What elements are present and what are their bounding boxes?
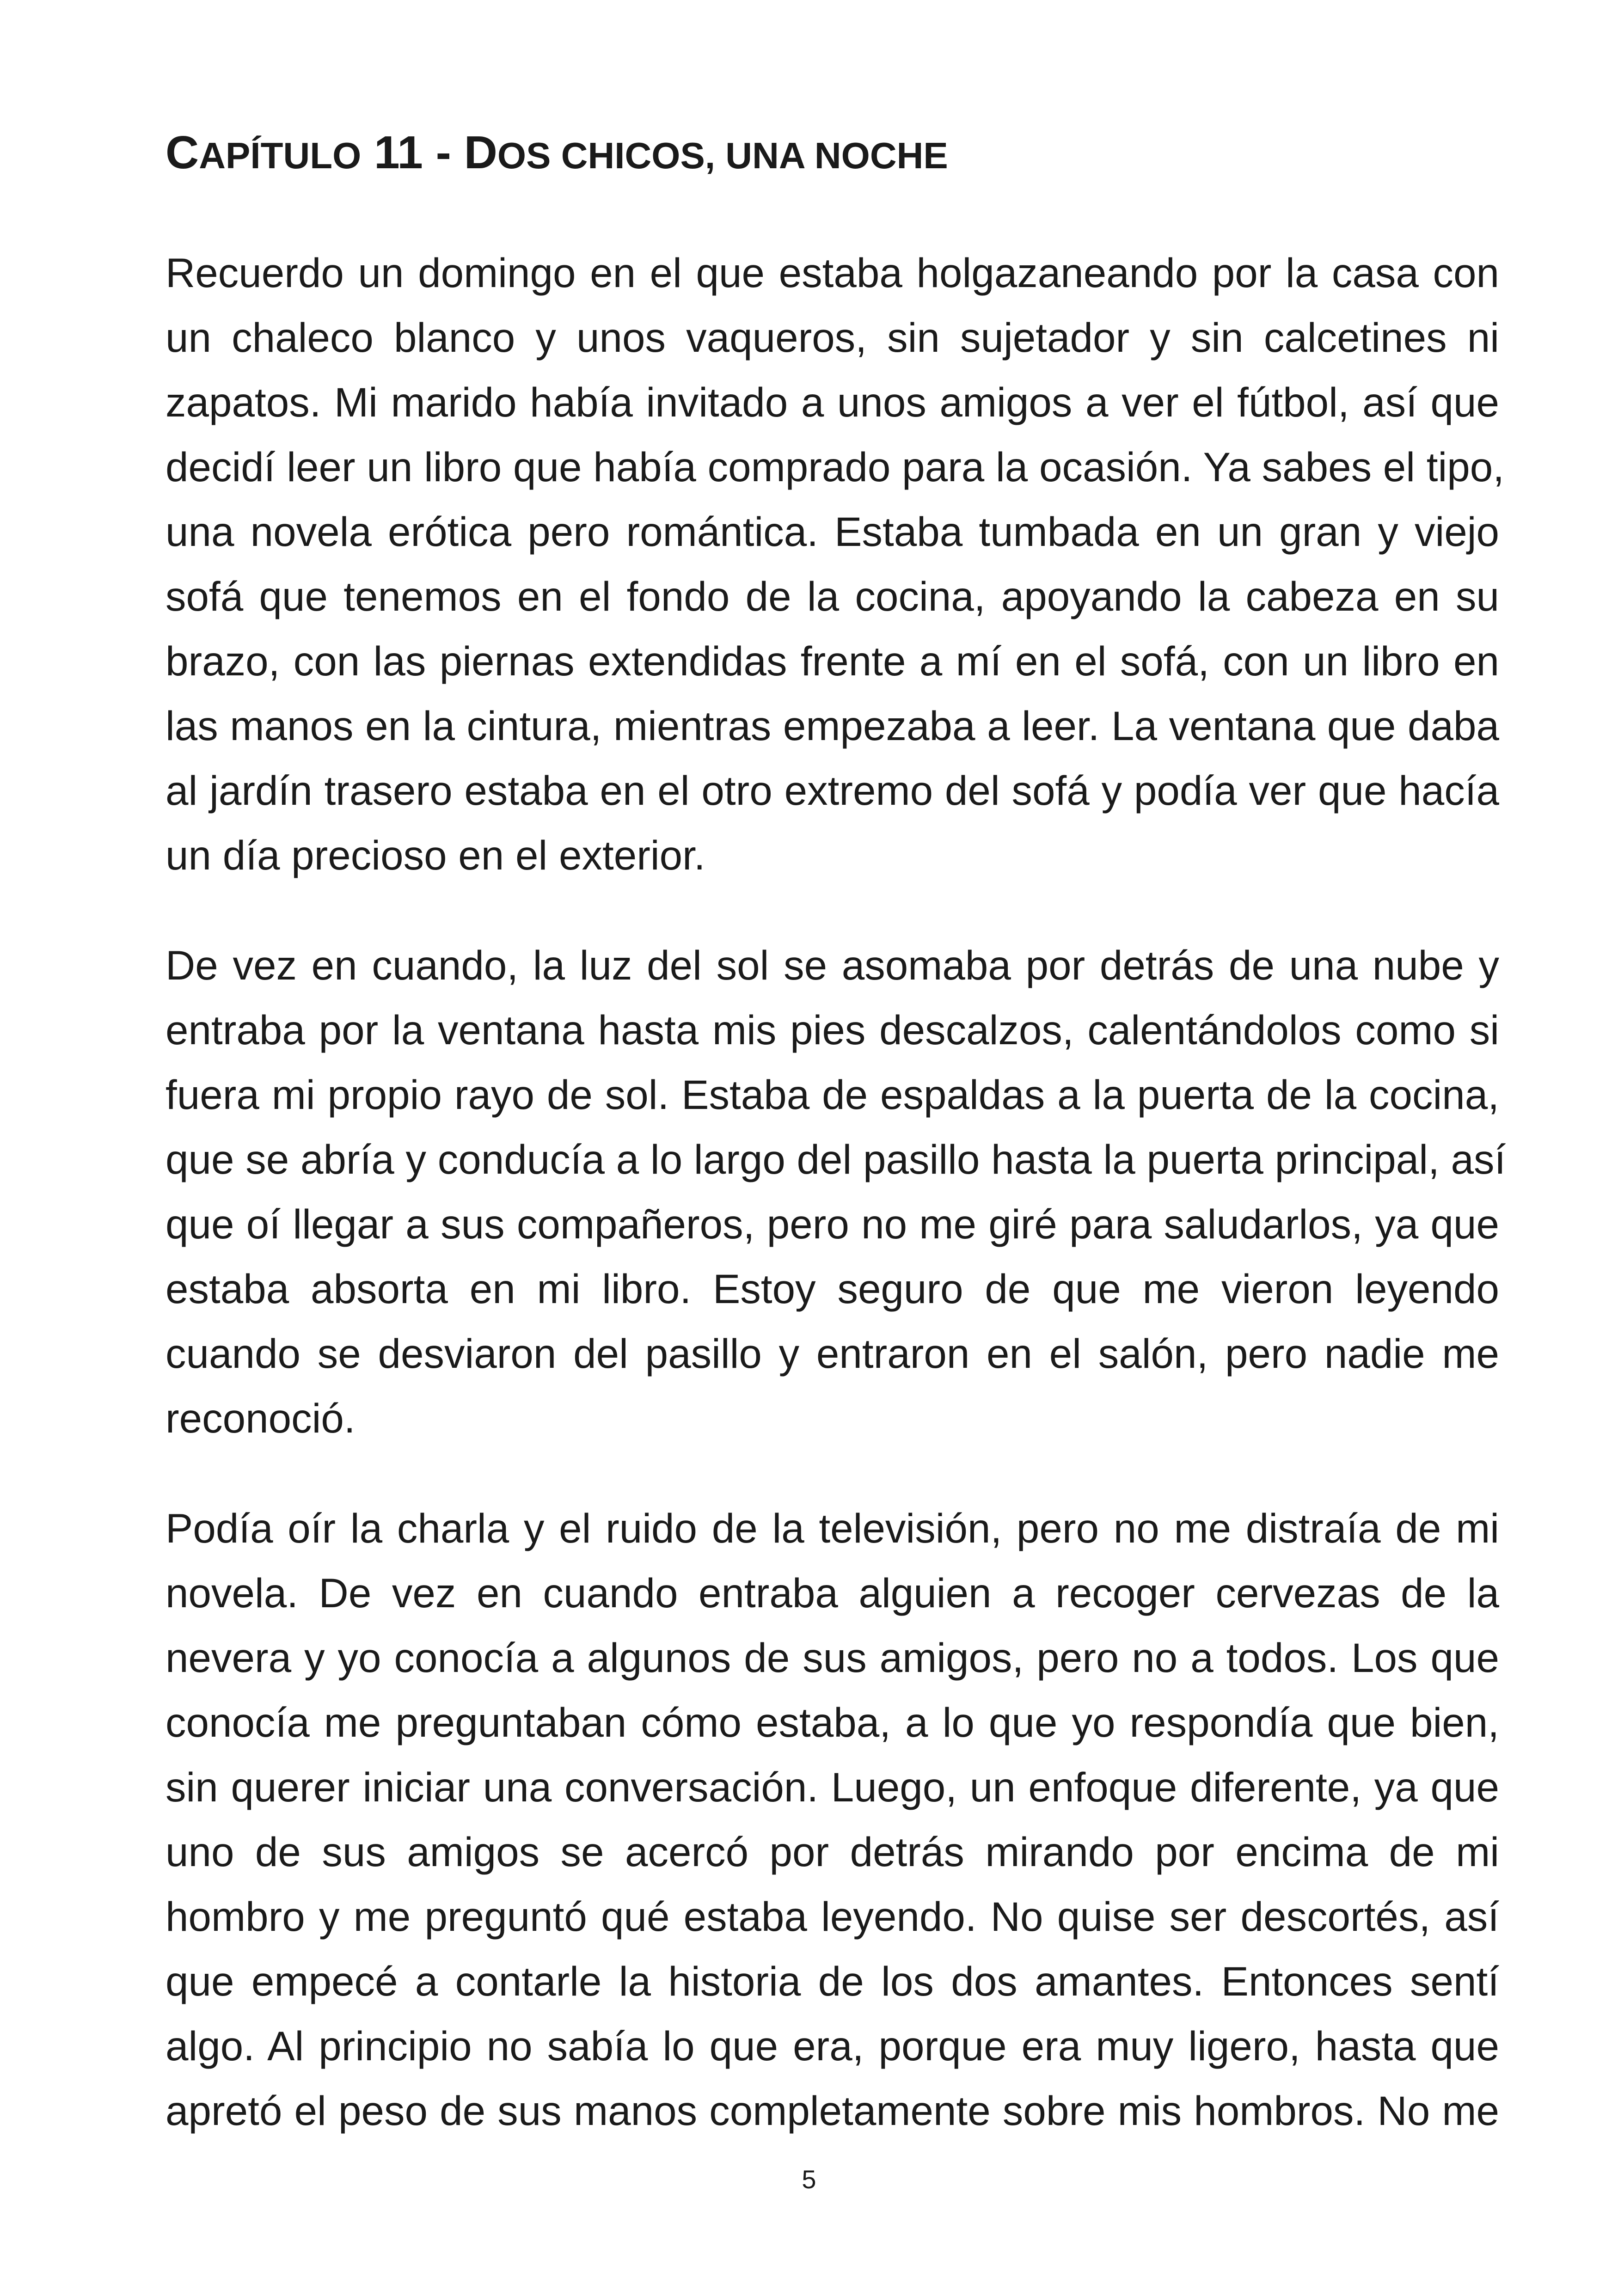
text-line: estaba absorta en mi libro. Estoy seguro de que me vieron leyendo <box>165 1266 1499 1312</box>
text-line: fuera mi propio rayo de sol. Estaba de espaldas a la puerta de la cocina, <box>165 1071 1499 1118</box>
text-line: nevera y yo conocía a algunos de sus amigos, pero no a todos. Los que <box>165 1635 1499 1681</box>
text-line: De vez en cuando, la luz del sol se asomaba por detrás de una nube y <box>165 942 1499 988</box>
chapter-title <box>165 125 948 184</box>
text-line: un chaleco blanco y unos vaqueros, sin sujetador y sin calcetines ni <box>165 314 1499 361</box>
text-line: que oí llegar a sus compañeros, pero no me giré para saludarlos, ya que <box>165 1201 1499 1247</box>
text-line: cuando se desviaron del pasillo y entraron en el salón, pero nadie me <box>165 1330 1499 1377</box>
page-number: 5 <box>802 2165 816 2194</box>
text-line: un día precioso en el exterior. <box>165 832 705 878</box>
text-line: algo. Al principio no sabía lo que era, porque era muy ligero, hasta que <box>165 2023 1499 2069</box>
text-line: brazo, con las piernas extendidas frente a mí en el sofá, con un libro en <box>165 638 1499 684</box>
chapter-title-smallcaps-2: OS CHICOS, UNA NOCHE <box>497 135 948 176</box>
text-line: uno de sus amigos se acercó por detrás mirando por encima de mi <box>165 1829 1499 1875</box>
paragraph-3 <box>165 1496 1499 2143</box>
text-line: una novela erótica pero romántica. Estaba tumbada en un gran y viejo <box>165 508 1499 555</box>
paragraph-2 <box>165 933 1506 1451</box>
chapter-title-number: 11 - <box>361 127 464 178</box>
text-line: que se abría y conducía a lo largo del pasillo hasta la puerta principal, así <box>165 1136 1506 1182</box>
text-line: que empecé a contarle la historia de los dos amantes. Entonces sentí <box>165 1958 1499 2004</box>
text-line: hombro y me preguntó qué estaba leyendo. No quise ser descortés, así <box>165 1893 1499 1940</box>
paragraph-1 <box>165 240 1505 888</box>
text-line: Podía oír la charla y el ruido de la televisión, pero no me distraía de mi <box>165 1505 1499 1551</box>
text-line: al jardín trasero estaba en el otro extremo del sofá y podía ver que hacía <box>165 767 1499 814</box>
text-line: conocía me preguntaban cómo estaba, a lo que yo respondía que bien, <box>165 1699 1499 1745</box>
text-line: novela. De vez en cuando entraba alguien a recoger cervezas de la <box>165 1570 1499 1616</box>
body-text <box>165 240 1506 2188</box>
text-line: apretó el peso de sus manos completamente sobre mis hombros. No me <box>165 2088 1499 2134</box>
text-line: decidí leer un libro que había comprado para la ocasión. Ya sabes el tipo, <box>165 444 1505 490</box>
text-line: sin querer iniciar una conversación. Luego, un enfoque diferente, ya que <box>165 1764 1499 1810</box>
text-line: zapatos. Mi marido había invitado a unos amigos a ver el fútbol, así que <box>165 379 1499 425</box>
chapter-title-smallcaps-1: APÍTULO <box>199 135 362 176</box>
chapter-title-cap-2: D <box>464 127 497 178</box>
text-line: reconoció. <box>165 1395 355 1441</box>
text-line: Recuerdo un domingo en el que estaba holgazaneando por la casa con <box>165 250 1499 296</box>
text-line: entraba por la ventana hasta mis pies descalzos, calentándolos como si <box>165 1007 1499 1053</box>
chapter-title-cap-1: C <box>165 127 199 178</box>
text-line: las manos en la cintura, mientras empezaba a leer. La ventana que daba <box>165 703 1499 749</box>
text-line: sofá que tenemos en el fondo de la cocina, apoyando la cabeza en su <box>165 573 1499 619</box>
